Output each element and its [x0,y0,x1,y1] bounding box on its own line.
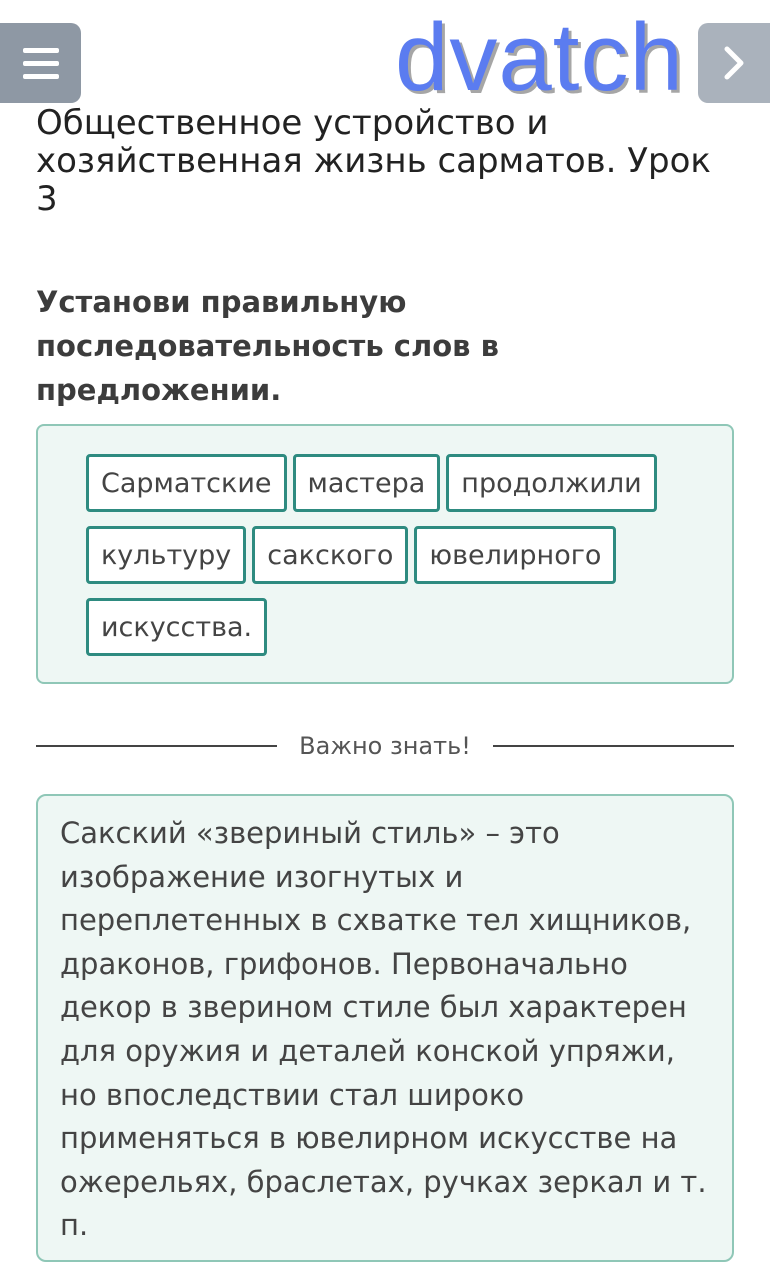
word-chip[interactable]: мастера [293,454,441,512]
word-answer-area [36,424,734,684]
chevron-right-icon [721,43,747,83]
watermark: dvatch [395,4,684,111]
word-chip[interactable]: ювелирного [414,526,616,584]
word-chip[interactable]: продолжили [446,454,656,512]
task-instruction: Установи правильную последовательность слов в предложении. [36,285,499,407]
divider-label: Важно знать! [299,732,471,760]
next-button[interactable] [698,23,770,103]
important-divider [36,726,734,766]
hamburger-icon-bar [23,61,59,66]
hamburger-icon [23,48,59,53]
hamburger-icon-bar [23,74,59,79]
divider-line-left [36,745,277,747]
menu-button[interactable] [0,23,81,103]
word-chip[interactable]: Сарматские [86,454,287,512]
lesson-title: Общественное устройство и хозяйственная жизнь сарматов. Урок 3 [36,103,711,219]
info-box [36,794,734,1262]
divider-line-right [493,745,734,747]
info-text: Сакский «звериный стиль» – это изображение изогнутых и переплетенных в схватке тел хищников, драконов, грифонов. Первоначально декор в зверином стиле был характерен для оружия и деталей конской упряжи, но впоследствии стал широко применяться в ювелирном искусстве на ожерельях, браслетах, ручках зеркал и т. п. [60,816,707,1243]
word-chip[interactable]: сакского [252,526,408,584]
word-chip[interactable]: искусства. [86,598,267,656]
word-chip[interactable]: культуру [86,526,246,584]
